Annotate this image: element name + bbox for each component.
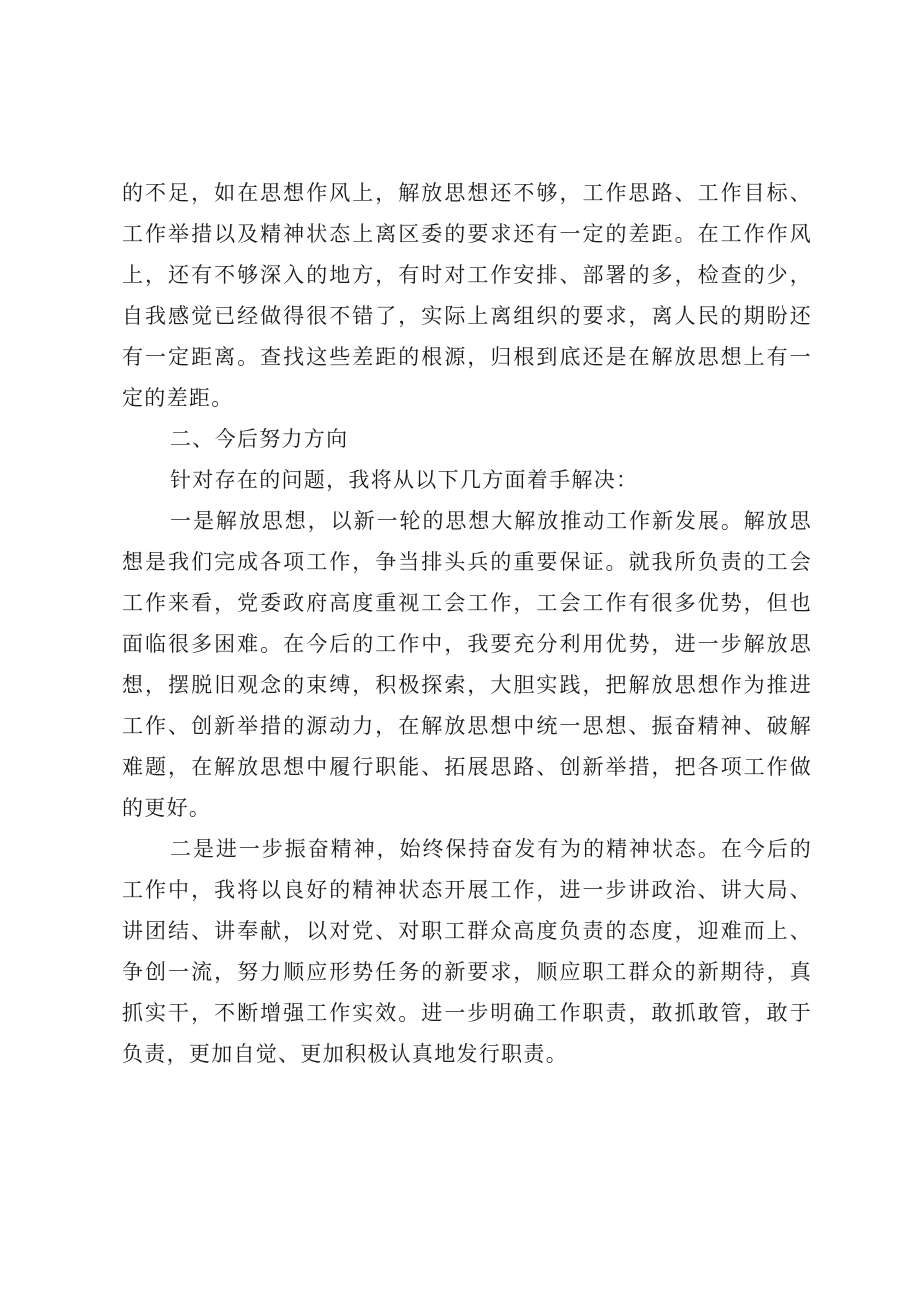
document-body — [122, 173, 812, 1075]
paragraph-point-two: 二是进一步振奋精神，始终保持奋发有为的精神状态。在今后的工作中，我将以良好的精神状态开展工作，进一步讲政治、讲大局、讲团结、讲奉献，以对党、对职工群众高度负责的态度，迎难而上、争创一流，努力顺应形势任务的新要求，顺应职工群众的新期待，真抓实干，不断增强工作实效。进一步明确工作职责，敢抓敢管，敢于负责，更加自觉、更加积极认真地发行职责。 — [122, 837, 812, 1066]
paragraph-point-one: 一是解放思想，以新一轮的思想大解放推动工作新发展。解放思想是我们完成各项工作，争当排头兵的重要保证。就我所负责的工会工作来看，党委政府高度重视工会工作，工会工作有很多优势，但也面临很多困难。在今后的工作中，我要充分利用优势，进一步解放思想，摆脱旧观念的束缚，积极探索，大胆实践，把解放思想作为推进工作、创新举措的源动力，在解放思想中统一思想、振奋精神、破解难题，在解放思想中履行职能、拓展思路、创新举措，把各项工作做的更好。 — [122, 509, 812, 820]
section-heading: 二、今后努力方向 — [170, 427, 349, 451]
paragraph-continuation: 的不足，如在思想作风上，解放思想还不够，工作思路、工作目标、工作举措以及精神状态上离区委的要求还有一定的差距。在工作作风上，还有不够深入的地方，有时对工作安排、部署的多，检查的少，自我感觉已经做得很不错了，实际上离组织的要求，离人民的期盼还有一定距离。查找这些差距的根源，归根到底还是在解放思想上有一定的差距。 — [122, 181, 812, 410]
paragraph-intro: 针对存在的问题，我将从以下几方面着手解决： — [170, 468, 639, 492]
